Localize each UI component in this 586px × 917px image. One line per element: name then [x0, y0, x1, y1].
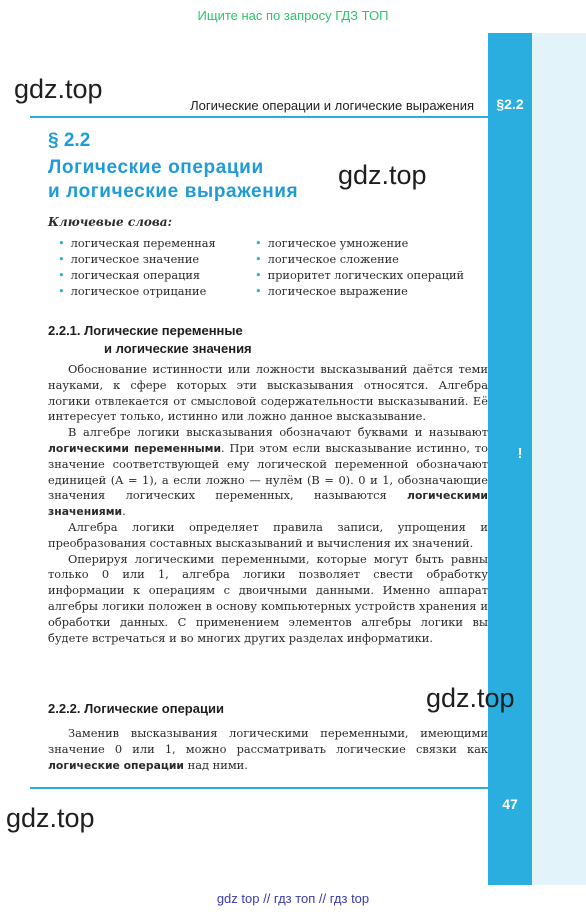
- term-bold: логическими переменными: [48, 441, 222, 455]
- page-number: 47: [502, 796, 518, 812]
- bullet-icon: •: [255, 269, 262, 282]
- bullet-icon: •: [255, 253, 262, 266]
- keyword-text: логическое выражение: [267, 285, 408, 298]
- keyword-text: логическая операция: [70, 269, 200, 282]
- keyword-item: [58, 253, 216, 269]
- paragraph: Оперируя логическими переменными, которые могут быть равны только 0 или 1, алгебра логики позволяет свести обработку информации к операциям с двоичными данными. Именно аппарат алгебры логики положен в основу компьютерных устройств хранения и обработки данных. С применением элементов алгебры логики вы будете встречаться и во многих других разделах информатики.: [48, 551, 488, 645]
- keyword-item: [58, 285, 216, 301]
- keyword-item: [58, 269, 216, 285]
- keyword-text: логическое отрицание: [70, 285, 207, 298]
- term-bold: логические операции: [48, 758, 184, 772]
- keywords-right-list: [255, 237, 464, 301]
- keyword-item: [58, 237, 216, 253]
- keywords-label: Ключевые слова:: [48, 215, 173, 229]
- keyword-text: приоритет логических операций: [267, 269, 465, 282]
- paragraph: Алгебра логики определяет правила записи, упрощения и преобразования составных высказываний и вычисления их значений.: [48, 519, 488, 550]
- bullet-icon: •: [255, 237, 262, 250]
- bullet-icon: •: [58, 285, 65, 298]
- watermark: gdz.top: [14, 74, 103, 104]
- body-text-2: [48, 726, 488, 773]
- watermark: gdz.top: [6, 803, 95, 833]
- bullet-icon: •: [58, 253, 65, 266]
- subsection-heading-line: и логические значения: [104, 341, 252, 356]
- body-text-1: [48, 362, 488, 646]
- term-bold: логическими значениями: [48, 489, 488, 519]
- section-number: § 2.2: [48, 130, 91, 151]
- running-head: Логические операции и логические выражения: [190, 98, 474, 113]
- paragraph-text: . При этом если высказывание истинно, то значение соответствующей ему логической переменной обозначают единицей (A = 1), а если ложно — нулём (B = 0). 0 и 1, обозначающие значения логических переменных, называются: [48, 440, 488, 503]
- keyword-item: [255, 269, 464, 285]
- section-title-line: и логические выражения: [48, 181, 299, 202]
- paragraph: [48, 425, 488, 520]
- paragraph-text: .: [122, 504, 126, 519]
- keyword-item: [255, 237, 464, 253]
- keyword-text: логическое сложение: [267, 253, 399, 266]
- section-title-line: Логические операции: [48, 157, 264, 178]
- subsection-heading: [48, 322, 252, 358]
- keyword-item: [255, 285, 464, 301]
- keyword-text: логическая переменная: [70, 237, 216, 250]
- top-banner: Ищите нас по запросу ГДЗ ТОП: [197, 8, 389, 23]
- bullet-icon: •: [58, 269, 65, 282]
- bullet-icon: •: [255, 285, 262, 298]
- paragraph-text: В алгебре логики высказывания обозначают буквами и называют: [68, 425, 488, 440]
- keywords-left-list: [58, 237, 216, 301]
- subsection-heading-line: 2.2.1. Логические переменные: [48, 323, 243, 338]
- bullet-icon: •: [58, 237, 65, 250]
- keyword-text: логическое значение: [70, 253, 200, 266]
- paragraph-text: Заменив высказывания логическими переменными, имеющими значение 0 или 1, можно рассматривать логические связки как: [48, 726, 488, 756]
- paragraph: [48, 726, 488, 773]
- watermark: gdz.top: [426, 683, 515, 713]
- section-title: [48, 156, 298, 204]
- section-tab: §2.2: [496, 96, 524, 112]
- keyword-item: [255, 253, 464, 269]
- keyword-text: логическое умножение: [267, 237, 409, 250]
- footer-rule: [30, 787, 488, 789]
- exclamation-icon: !: [510, 444, 530, 464]
- watermark: gdz.top: [338, 160, 427, 190]
- paragraph-text: над ними.: [184, 757, 248, 772]
- paragraph: Обоснование истинности или ложности высказываний даётся теми науками, к сфере которых эти высказывания относятся. Алгебра логики отвлекается от смысловой содержательности высказываний. Её интересует только, истинно или ложно данное высказывание.: [48, 362, 488, 424]
- bottom-banner: gdz top // гдз топ // гдз top: [216, 891, 370, 906]
- subsection-heading: 2.2.2. Логические операции: [48, 701, 224, 716]
- header-rule: [30, 116, 488, 118]
